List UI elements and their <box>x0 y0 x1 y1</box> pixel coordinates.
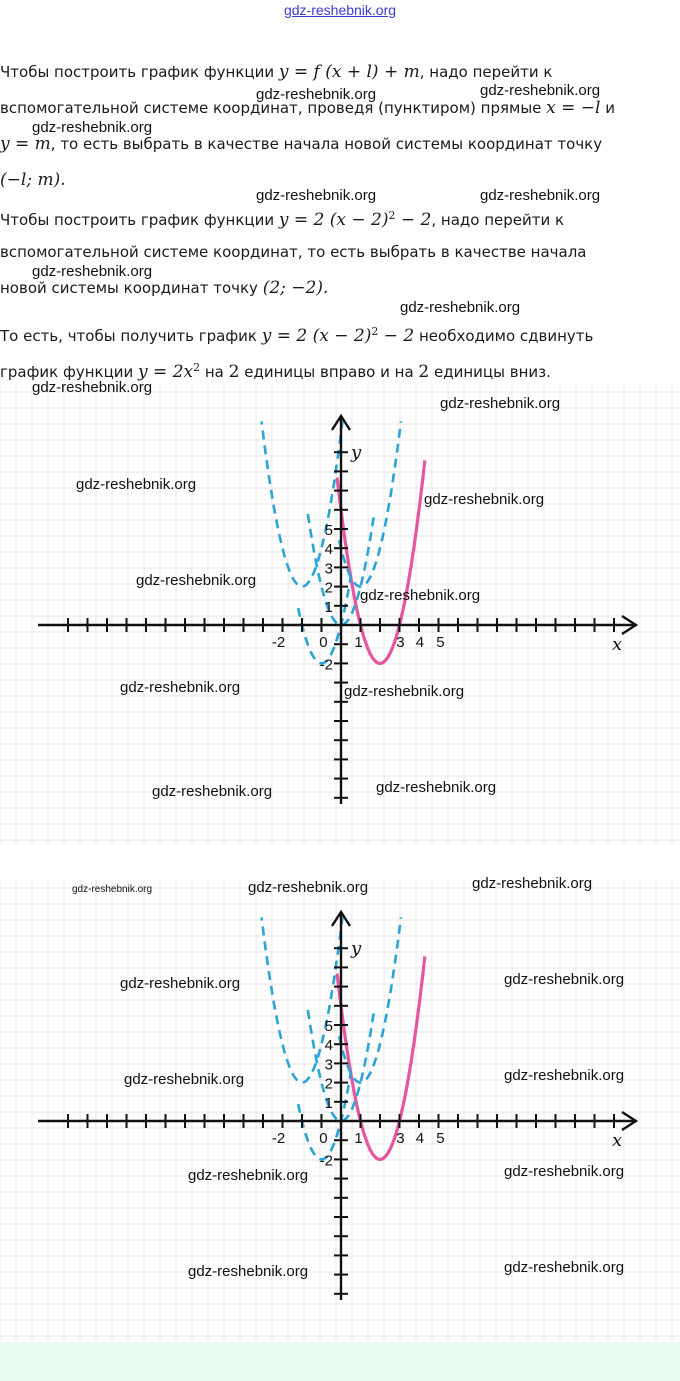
text-line-2: вспомогательной системе координат, проведя (пунктиром) прямые x = −l и <box>0 98 616 118</box>
watermark: gdz-reshebnik.org <box>256 187 377 204</box>
y-tick-label: 5 <box>324 1018 333 1035</box>
text-line-7: новой системы координат точку (2; −2). <box>0 278 329 298</box>
watermark: gdz-reshebnik.org <box>424 491 545 508</box>
x-tick-label: 1 <box>354 634 363 651</box>
watermark: gdz-reshebnik.org <box>72 884 153 895</box>
watermark: gdz-reshebnik.org <box>504 1067 625 1084</box>
x-tick-label: 5 <box>436 634 445 651</box>
y-tick-label: 2 <box>324 1075 333 1093</box>
watermark: gdz-reshebnik.org <box>504 1163 625 1180</box>
x-tick-label: 4 <box>415 634 425 651</box>
series-line-main <box>337 956 425 1159</box>
watermark: gdz-reshebnik.org <box>120 679 241 696</box>
text-line-5: Чтобы построить график функции y = 2 $(x - 2)^2 - 2$, надо перейти к <box>0 209 565 230</box>
watermark: gdz-reshebnik.org <box>504 1259 625 1276</box>
watermark: gdz-reshebnik.org <box>480 82 601 99</box>
x-tick-label: 3 <box>396 1130 405 1147</box>
watermark: gdz-reshebnik.org <box>124 1071 245 1088</box>
text-line-8: То есть, чтобы получить график y = 2 $(x - 2)^2 - 2$ необходимо сдвинуть <box>0 325 594 346</box>
y-tick-label: -2 <box>319 656 333 674</box>
x-tick-label: 1 <box>354 1130 363 1147</box>
watermark: gdz-reshebnik.org <box>360 587 481 604</box>
chart-1-svg <box>0 384 680 844</box>
watermark: gdz-reshebnik.org <box>32 263 153 280</box>
text-line-3: y = m, то есть выбрать в качестве начала новой системы координат точку <box>0 134 603 154</box>
watermark: gdz-reshebnik.org <box>400 299 521 316</box>
site-link[interactable]: gdz-reshebnik.org <box>283 2 397 18</box>
y-tick-label: 2 <box>324 579 333 597</box>
text-line-4: (−l; m). <box>0 170 66 190</box>
text-line-9: график функции $y = 2x^2$ на 2 единицы вправо и на 2 единицы вниз. <box>0 361 551 382</box>
y-tick-label: 4 <box>324 1037 333 1055</box>
x-tick-label: -2 <box>271 634 286 651</box>
watermark: gdz-reshebnik.org <box>248 879 369 896</box>
watermark: gdz-reshebnik.org <box>256 86 377 103</box>
watermark: gdz-reshebnik.org <box>440 395 561 412</box>
y-tick-label: -2 <box>319 1152 333 1170</box>
x-axis-label: x <box>612 1130 623 1151</box>
x-axis-label: x <box>612 634 623 655</box>
y-tick-label: 5 <box>324 522 333 539</box>
footer-band <box>0 1342 680 1381</box>
watermark: gdz-reshebnik.org <box>376 779 497 796</box>
watermark: gdz-reshebnik.org <box>344 683 465 700</box>
text-line-1: Чтобы построить график функции y = f (x + l) + m, надо перейти к <box>0 62 553 82</box>
graph-1 <box>0 384 680 844</box>
watermark: gdz-reshebnik.org <box>188 1263 309 1280</box>
text-line-6: вспомогательной системе координат, то есть выбрать в качестве начала <box>0 243 587 261</box>
x-tick-label: 0 <box>319 634 328 651</box>
watermark: gdz-reshebnik.org <box>32 119 153 136</box>
watermark: gdz-reshebnik.org <box>76 476 197 493</box>
x-tick-label: 5 <box>436 1130 445 1147</box>
watermark: gdz-reshebnik.org <box>152 783 273 800</box>
y-tick-label: 4 <box>324 541 333 559</box>
series-line-main <box>337 460 425 663</box>
x-tick-label: -2 <box>271 1130 286 1147</box>
y-tick-label: 3 <box>324 560 333 578</box>
watermark: gdz-reshebnik.org <box>188 1167 309 1184</box>
watermark: gdz-reshebnik.org <box>504 971 625 988</box>
y-axis-label: y <box>351 442 362 463</box>
x-tick-label: 0 <box>319 1130 328 1147</box>
watermark: gdz-reshebnik.org <box>136 572 257 589</box>
x-tick-label: 4 <box>415 1130 425 1147</box>
x-tick-label: 3 <box>396 634 405 651</box>
y-axis-label: y <box>351 938 362 959</box>
y-tick-label: 3 <box>324 1056 333 1074</box>
y-tick-label: 1 <box>324 598 333 616</box>
watermark: gdz-reshebnik.org <box>32 379 153 396</box>
watermark: gdz-reshebnik.org <box>472 875 593 892</box>
y-tick-label: 1 <box>324 1094 333 1112</box>
watermark: gdz-reshebnik.org <box>120 975 241 992</box>
watermark: gdz-reshebnik.org <box>480 187 601 204</box>
